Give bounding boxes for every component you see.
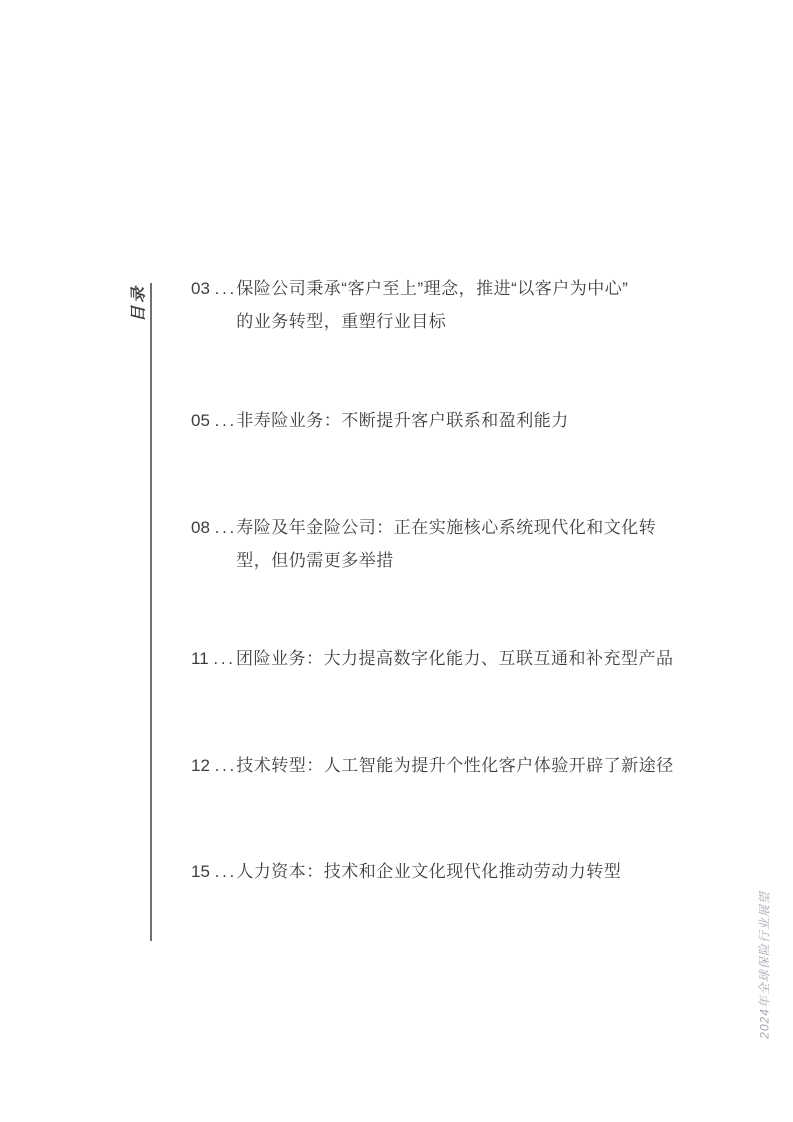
entry-leader-dots: . . . [214,518,234,537]
toc-entry[interactable] [191,272,751,338]
entry-title [236,272,628,338]
entry-leader-dots: . . . [213,649,233,668]
toc-entry[interactable] [191,749,751,782]
toc-entry[interactable] [191,404,751,437]
entry-line: 的业务转型，重塑行业目标 [236,312,447,331]
entry-title [236,642,674,675]
toc-entry[interactable] [191,511,751,577]
entry-prefix [191,404,233,437]
toc-list [191,272,751,962]
entry-page-number: 15 [191,862,210,881]
toc-title-vertical: 目录 [130,283,148,323]
entry-prefix [191,855,233,888]
entry-page-number: 03 [191,279,210,298]
entry-leader-dots: . . . [214,279,234,298]
entry-page-number: 11 [191,649,209,668]
entry-prefix [191,749,233,782]
entry-leader-dots: . . . [214,862,234,881]
entry-page-number: 12 [191,756,210,775]
entry-title [236,855,621,888]
entry-prefix [191,272,233,305]
entry-title [236,404,569,437]
report-title-vertical: 2024年全球保险行业展望 [757,891,772,1039]
entry-title [236,511,656,577]
entry-title [236,749,674,782]
entry-prefix [191,642,233,675]
entry-line: 团险业务：大力提高数字化能力、互联互通和补充型产品 [236,649,674,668]
toc-entry[interactable] [191,855,751,888]
entry-line: 技术转型：人工智能为提升个性化客户体验开辟了新途径 [236,756,674,775]
vertical-divider-rule [150,283,152,941]
entry-line: 人力资本：技术和企业文化现代化推动劳动力转型 [236,862,622,881]
entry-leader-dots: . . . [214,411,234,430]
toc-entry[interactable] [191,642,751,675]
entry-line: 型，但仍需更多举措 [236,551,394,570]
entry-prefix [191,511,233,544]
entry-line: 非寿险业务：不断提升客户联系和盈利能力 [236,411,569,430]
entry-line: 寿险及年金险公司：正在实施核心系统现代化和文化转 [236,518,657,537]
entry-leader-dots: . . . [214,756,234,775]
entry-page-number: 05 [191,411,210,430]
entry-page-number: 08 [191,518,210,537]
entry-line: 保险公司秉承“客户至上”理念，推进“以客户为中心” [236,279,629,298]
